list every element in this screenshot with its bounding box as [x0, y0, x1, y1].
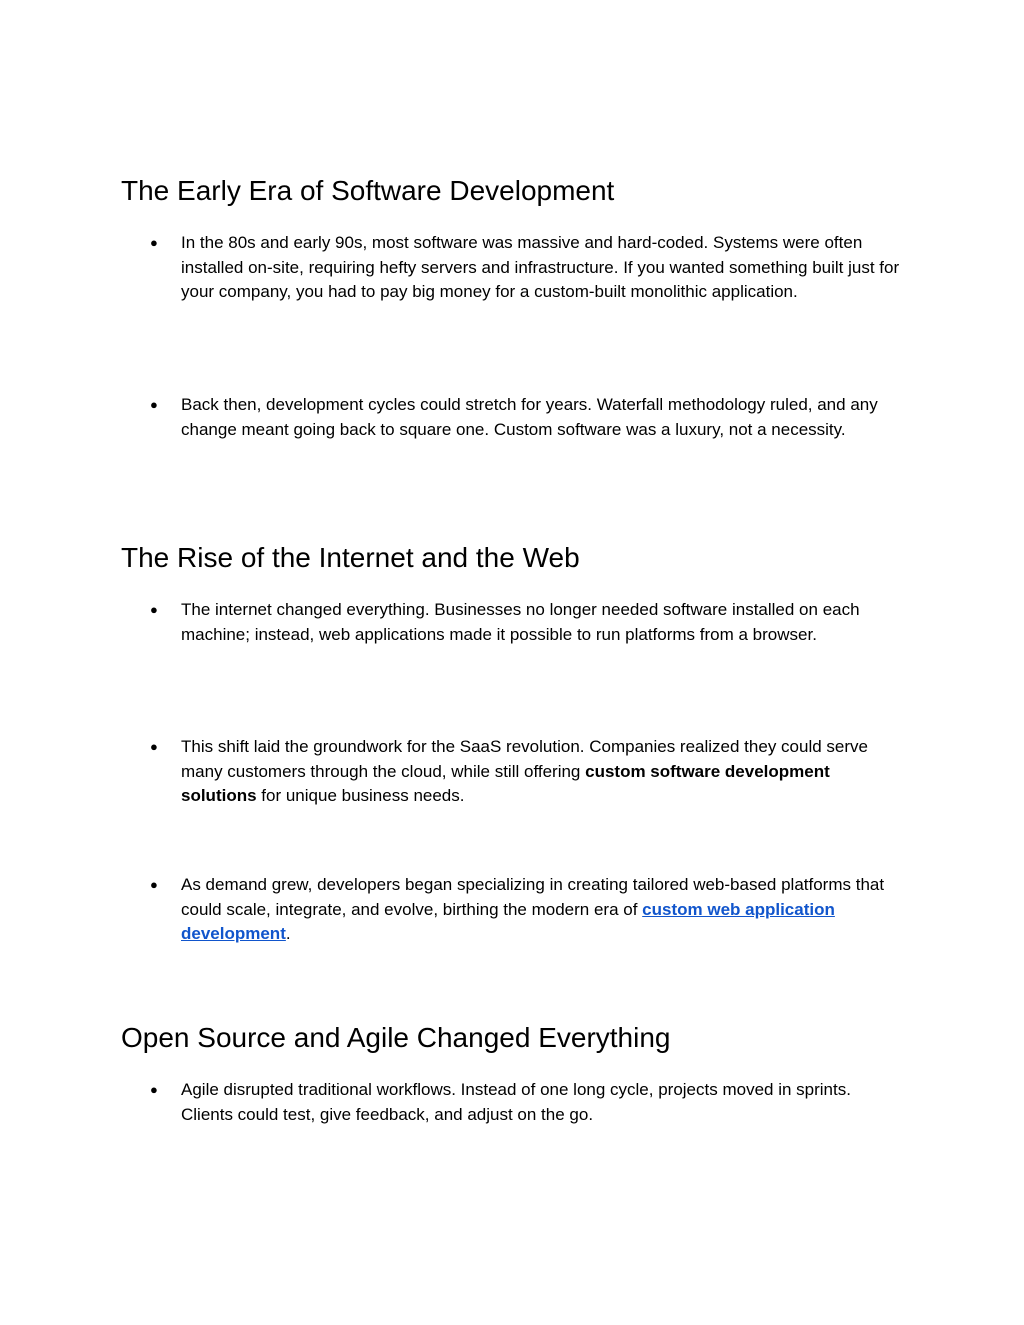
bullet-text	[181, 735, 907, 809]
bullet-text-segment: As demand grew, developers began specializing in creating tailored web-based platforms that could scale, integrate, and evolve, birthing the modern era of	[181, 875, 885, 919]
bullet-text: Agile disrupted traditional workflows. Instead of one long cycle, projects moved in sprints. Clients could test, give feedback, and adjust on the go.	[181, 1080, 851, 1124]
bullet-icon: ●	[150, 397, 158, 412]
section-heading-rise-of-internet: The Rise of the Internet and the Web	[121, 542, 580, 573]
section-heading-early-era: The Early Era of Software Development	[121, 175, 615, 206]
custom-web-app-link[interactable]: custom web application development	[181, 899, 835, 943]
section-heading-open-source-agile: Open Source and Agile Changed Everything	[121, 1022, 671, 1053]
bullet-text: The internet changed everything. Businesses no longer needed software installed on each machine; instead, web applications made it possible to run platforms from a browser.	[181, 600, 860, 644]
bullet-text	[181, 873, 907, 947]
bullet-text-segment: This shift laid the groundwork for the SaaS revolution. Companies realized they could serve many customers through the cloud, while still offering	[181, 737, 868, 781]
bullet-icon: ●	[150, 235, 158, 250]
bullet-icon: ●	[150, 877, 158, 892]
bullet-icon: ●	[150, 1082, 158, 1097]
bullet-icon: ●	[150, 602, 158, 617]
bullet-text: In the 80s and early 90s, most software was massive and hard-coded. Systems were often installed on-site, requiring hefty servers and infrastructure. If you wanted something built just for your company, you had to pay big money for a custom-built monolithic application.	[181, 233, 900, 301]
bullet-text: Back then, development cycles could stretch for years. Waterfall methodology ruled, and any change meant going back to square one. Custom software was a luxury, not a necessity.	[181, 395, 878, 439]
bullet-text-segment: for unique business needs.	[256, 786, 465, 805]
bullet-text-segment: .	[285, 924, 291, 943]
bold-phrase: custom software development solutions	[181, 761, 830, 805]
bullet-icon: ●	[150, 739, 158, 754]
